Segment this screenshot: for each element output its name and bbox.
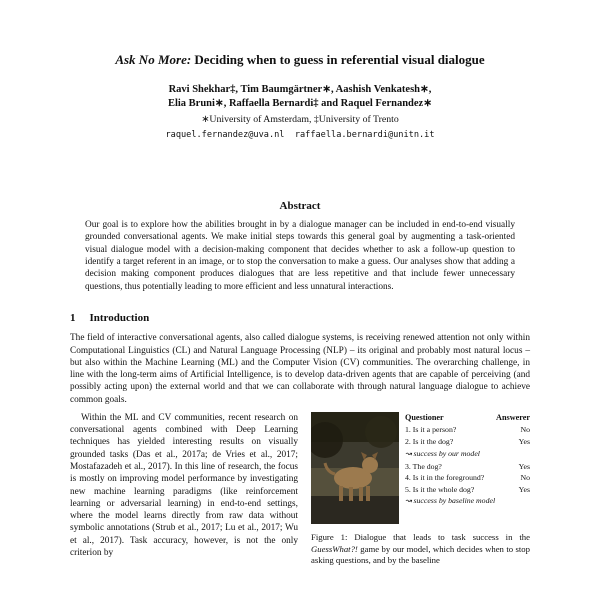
question-cell: 5. Is it the whole dog? <box>405 484 475 494</box>
two-column-area <box>70 412 530 567</box>
answer-cell: Yes <box>518 436 530 446</box>
table-row-success-our-model <box>405 448 530 461</box>
answer-cell: No <box>520 425 530 435</box>
table-header-row <box>405 412 530 425</box>
authors-line-1: Ravi Shekhar‡, Tim Baumgärtner∗, Aashish Venkatesh∗, <box>168 84 432 96</box>
section-1-heading <box>70 312 530 324</box>
question-cell: 4. Is it in the foreground? <box>405 473 485 483</box>
question-cell: 2. Is it the dog? <box>405 436 454 446</box>
abstract-heading: Abstract <box>279 199 321 212</box>
title-prefix: Ask No More: <box>115 52 192 67</box>
table-row <box>405 473 530 485</box>
answer-cell: Yes <box>518 484 530 494</box>
figure1-caption <box>311 532 530 567</box>
authors-line-2: Elia Bruni∗, Raffaella Bernardi‡ and Raquel Fernandez∗ <box>167 98 433 110</box>
caption-prefix: Figure 1: Dialogue that leads to task success in the <box>311 531 530 542</box>
table-row <box>405 436 530 448</box>
author-emails: raquel.fernandez@uva.nl raffaella.bernardi@unitn.it <box>165 129 435 140</box>
figure1-dialogue-table <box>405 412 530 509</box>
table-row <box>405 461 530 473</box>
intro-paragraph-2: Within the ML and CV communities, recent research on conversational agents combined with Deep Learning techniques has yielded interesting results on visually grounded tasks (Das et al., 2017a; de Vries et al., 2017; Mostafazadeh et al., 2017). In this line of research, the focus is mostly on improving model performance by investigating new machine learning paradigms (like reinforcement learning or adversarial learning) in end-to-end settings, where the model learns directly from raw data without symbolic annotations (Strub et al., 2017; Lu et al., 2017; Wu et al., 2017). Task accuracy, however, is not the only criterion by <box>70 412 298 558</box>
section-1-title: Introduction <box>89 312 150 325</box>
table-row <box>405 484 530 496</box>
intro-paragraph-1: The field of interactive conversational agents, also called dialogue systems, is receiving renewed attention not only within Computational Linguistics (CL) and Natural Language Processing (NLP) – its original and probably most natural locus – but also within the Machine Learning (ML) and the Computer Vision (CV) communities. The overarching challenge, in line with the long-term aims of Artificial Intelligence, is to develop data-driven agents that are capable of perceiving (and possibly acting upon) the external world and that we can collaborate with through natural language dialogue to achieve common goals. <box>70 333 530 405</box>
success-note: ↝ success by our model <box>405 448 480 458</box>
answer-cell: No <box>520 473 530 483</box>
answer-cell: Yes <box>518 461 530 471</box>
affiliations: ∗University of Amsterdam, ‡University of Trento <box>201 113 399 125</box>
table-row-success-baseline-model <box>405 496 530 509</box>
figure1-dog-photo <box>311 412 399 524</box>
question-cell: 3. The dog? <box>405 461 442 471</box>
caption-rest: game by our model, which decides when to stop asking questions, and by the baseline <box>311 543 530 566</box>
title-rest: Deciding when to guess in referential visual dialogue <box>191 52 485 67</box>
abstract-text: Our goal is to explore how the abilities brought in by a dialogue manager can be included in end-to-end visually grounded conversational agents. We make initial steps towards this general goal by augmenting a task-oriented visual dialogue model with a decision-making component that decides whether to ask a follow-up question to identify a target referent in an image, or to stop the conversation to make a guess. Our analyses show that adding a decision making component produces dialogues that are less repetitive and that include fewer unnecessary questions, thus potentially leading to more efficient and less unnatural interactions. <box>85 219 515 292</box>
table-header-questioner: Questioner <box>405 412 444 422</box>
section-1-number: 1 <box>70 312 76 325</box>
question-cell: 1. Is it a person? <box>405 425 457 435</box>
table-row <box>405 425 530 437</box>
figure-1-content <box>311 412 530 524</box>
table-header-answerer: Answerer <box>496 412 530 422</box>
figure-1 <box>311 412 530 567</box>
success-note: ↝ success by baseline model <box>405 496 496 506</box>
author-list <box>70 83 530 111</box>
paper-title <box>70 52 530 68</box>
caption-game-name: GuessWhat?! <box>311 543 358 554</box>
